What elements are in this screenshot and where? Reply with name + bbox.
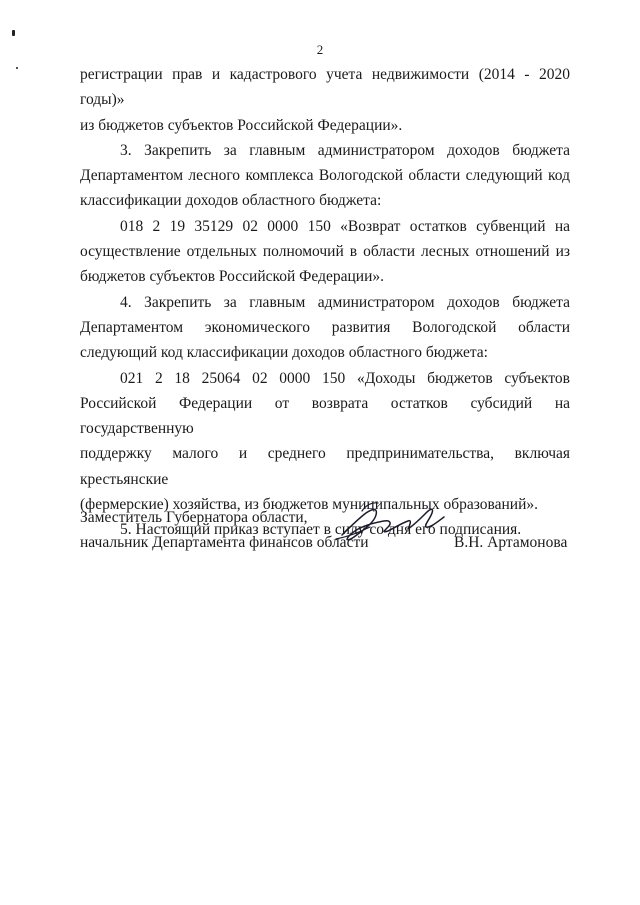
- text-line: следующий код классификации доходов областного бюджета:: [80, 344, 488, 362]
- text-line: из бюджетов субъектов Российской Федерации».: [80, 116, 403, 134]
- handwritten-signature: [332, 497, 450, 549]
- text-line: классификации доходов областного бюджета:: [80, 192, 382, 210]
- text-line: осуществление отдельных полномочий в области лесных отношений из: [80, 243, 570, 261]
- scan-mark: [12, 30, 15, 36]
- text-line: регистрации прав и кадастрового учета недвижимости (2014 - 2020 годы)»: [80, 66, 570, 109]
- text-line: Департаментом лесного комплекса Вологодской области следующий код: [80, 167, 570, 185]
- signatory-title-line: начальник Департамента финансов области: [80, 534, 369, 551]
- scan-dot: [16, 67, 18, 69]
- text-line: 021 2 18 25064 02 0000 150 «Доходы бюджетов субъектов: [120, 369, 570, 387]
- signatory-title-line: Заместитель Губернатора области,: [80, 509, 308, 526]
- page-number: 2: [316, 42, 324, 57]
- text-line: бюджетов субъектов Российской Федерации».: [80, 268, 385, 286]
- text-line: Департаментом экономического развития Вологодской области: [80, 318, 570, 336]
- text-line: (фермерские) хозяйства, из бюджетов муниципальных образований».: [80, 496, 539, 514]
- text-line: 018 2 19 35129 02 0000 150 «Возврат остатков субвенций на: [120, 217, 570, 235]
- signatory-name: В.Н. Артамонова: [454, 534, 568, 551]
- text-line: 5. Настоящий приказ вступает в силу со дня его подписания.: [120, 521, 522, 539]
- signature-block: [80, 505, 570, 555]
- text-line: Российской Федерации от возврата остатков субсидий на государственную: [80, 394, 570, 438]
- text-line: поддержку малого и среднего предпринимательства, включая крестьянские: [80, 445, 570, 488]
- text-line: 3. Закрепить за главным администратором доходов бюджета: [120, 141, 570, 159]
- text-line: 4. Закрепить за главным администратором доходов бюджета: [120, 293, 570, 311]
- document-body: [80, 62, 570, 543]
